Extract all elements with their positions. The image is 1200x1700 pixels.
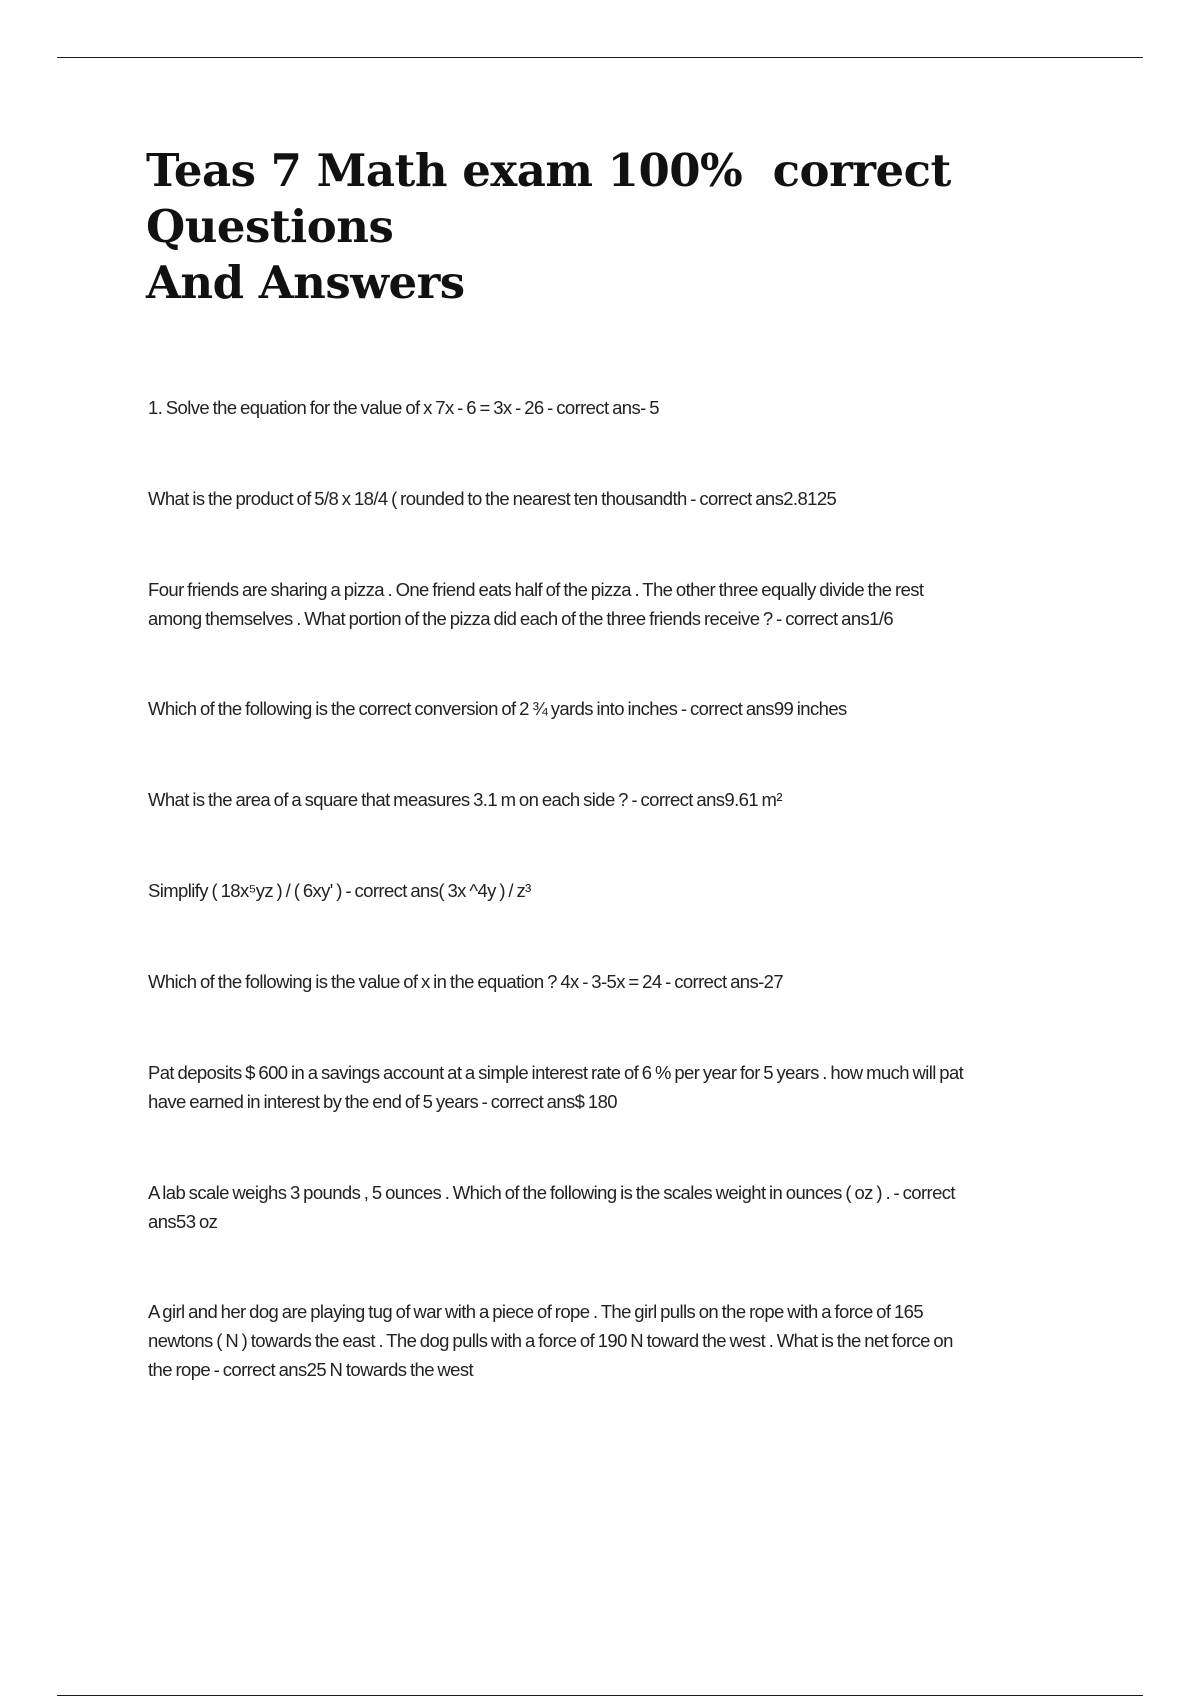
question-text: Which of the following is the value of x in the equation ? 4x - 3-5x = 24 - correct ans-27 (148, 971, 784, 992)
question-item (146, 694, 1086, 723)
question-item (146, 1178, 1086, 1236)
question-text: Pat deposits $ 600 in a savings account at a simple interest rate of 6 % per year for 5 years . how much will pat (148, 1062, 964, 1083)
question-item (146, 1058, 1086, 1116)
question-item (146, 785, 1086, 814)
question-text: Four friends are sharing a pizza . One friend eats half of the pizza . The other three equally divide the rest (148, 579, 924, 600)
question-text: among themselves . What portion of the pizza did each of the three friends receive ? - correct ans1/6 (148, 608, 894, 629)
question-item (146, 967, 1086, 996)
question-text: Which of the following is the correct conversion of 2 ¾ yards into inches - correct ans99 inches (148, 698, 847, 719)
question-text: have earned in interest by the end of 5 years - correct ans$ 180 (148, 1091, 617, 1112)
question-text: newtons ( N ) towards the east . The dog pulls with a force of 190 N toward the west . What is the net force on (148, 1330, 953, 1351)
question-text: Simplify ( 18x⁵yz ) / ( 6xy' ) - correct ans( 3x ^4y ) / z³ (148, 880, 531, 901)
question-item (146, 393, 1086, 422)
top-rule (57, 57, 1143, 58)
question-text: ans53 oz (148, 1211, 218, 1232)
question-item (146, 575, 1086, 633)
question-item (146, 876, 1086, 905)
document-title: Teas 7 Math exam 100% correct Questions And Answers (146, 144, 951, 309)
question-text: 1. Solve the equation for the value of x 7x - 6 = 3x - 26 - correct ans- 5 (148, 397, 659, 418)
question-text: A girl and her dog are playing tug of war with a piece of rope . The girl pulls on the rope with a force of 165 (148, 1301, 924, 1322)
question-text: What is the area of a square that measures 3.1 m on each side ? - correct ans9.61 m² (148, 789, 782, 810)
question-text: What is the product of 5/8 x 18/4 ( rounded to the nearest ten thousandth - correct ans2.8125 (148, 488, 837, 509)
question-text: the rope - correct ans25 N towards the west (148, 1359, 474, 1380)
question-item (146, 1297, 1086, 1384)
question-text: A lab scale weighs 3 pounds , 5 ounces . Which of the following is the scales weight in ounces ( oz ) . - correct (148, 1182, 955, 1203)
bottom-rule (57, 1695, 1143, 1696)
question-item (146, 484, 1086, 513)
